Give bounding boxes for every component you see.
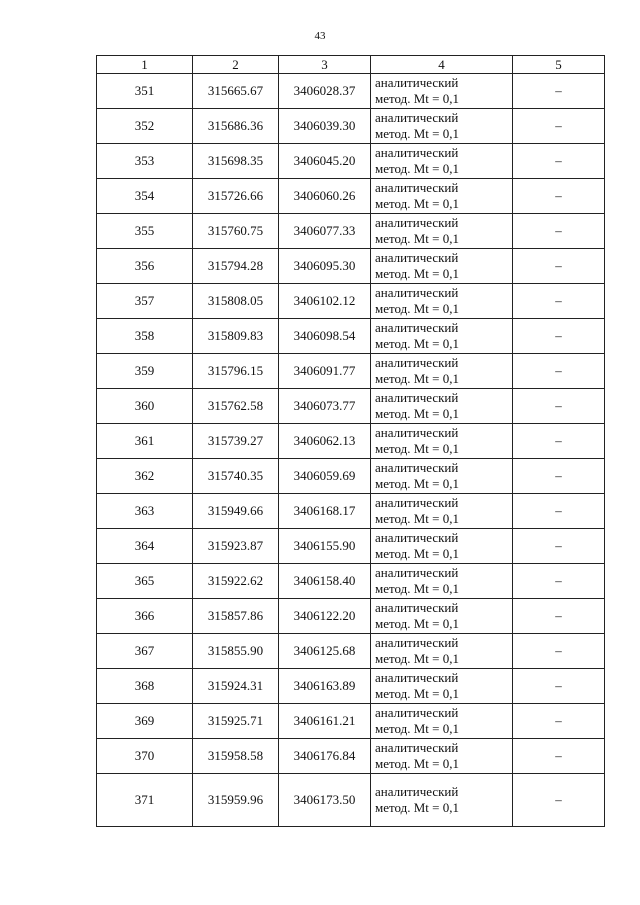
method-line-1: аналитический (375, 670, 459, 685)
point-number-cell: 371 (97, 774, 193, 827)
column-header: 1 (97, 56, 193, 74)
method-line-2: метод. Mt = 0,1 (375, 371, 459, 386)
method-cell (371, 599, 513, 634)
method-cell (371, 144, 513, 179)
method-line-2: метод. Mt = 0,1 (375, 126, 459, 141)
method-cell (371, 284, 513, 319)
method-line-2: метод. Mt = 0,1 (375, 406, 459, 421)
method-line-1: аналитический (375, 705, 459, 720)
method-cell (371, 214, 513, 249)
point-number-cell: 361 (97, 424, 193, 459)
y-coordinate-cell: 3406122.20 (279, 599, 371, 634)
x-coordinate-cell: 315665.67 (193, 74, 279, 109)
method-line-1: аналитический (375, 784, 459, 799)
method-line-2: метод. Mt = 0,1 (375, 91, 459, 106)
x-coordinate-cell: 315855.90 (193, 634, 279, 669)
description-cell: – (513, 774, 605, 827)
point-number-cell: 356 (97, 249, 193, 284)
description-cell: – (513, 284, 605, 319)
coordinates-table (96, 55, 605, 827)
point-number-cell: 366 (97, 599, 193, 634)
table-row (97, 669, 605, 704)
x-coordinate-cell: 315698.35 (193, 144, 279, 179)
method-line-1: аналитический (375, 635, 459, 650)
point-number-cell: 353 (97, 144, 193, 179)
table-row (97, 179, 605, 214)
method-line-1: аналитический (375, 565, 459, 580)
table-row (97, 144, 605, 179)
y-coordinate-cell: 3406163.89 (279, 669, 371, 704)
method-cell (371, 74, 513, 109)
description-cell: – (513, 144, 605, 179)
page-number: 43 (314, 30, 326, 42)
method-line-2: метод. Mt = 0,1 (375, 161, 459, 176)
column-header: 4 (371, 56, 513, 74)
table-row (97, 494, 605, 529)
x-coordinate-cell: 315857.86 (193, 599, 279, 634)
table-body (97, 74, 605, 827)
table-row (97, 529, 605, 564)
table-row (97, 214, 605, 249)
description-cell: – (513, 634, 605, 669)
y-coordinate-cell: 3406158.40 (279, 564, 371, 599)
column-header: 5 (513, 56, 605, 74)
method-cell (371, 319, 513, 354)
x-coordinate-cell: 315686.36 (193, 109, 279, 144)
method-line-1: аналитический (375, 460, 459, 475)
column-header: 2 (193, 56, 279, 74)
method-cell (371, 459, 513, 494)
description-cell: – (513, 669, 605, 704)
method-line-2: метод. Mt = 0,1 (375, 686, 459, 701)
table-row (97, 109, 605, 144)
y-coordinate-cell: 3406059.69 (279, 459, 371, 494)
y-coordinate-cell: 3406173.50 (279, 774, 371, 827)
description-cell: – (513, 249, 605, 284)
method-line-2: метод. Mt = 0,1 (375, 546, 459, 561)
point-number-cell: 352 (97, 109, 193, 144)
description-cell: – (513, 564, 605, 599)
y-coordinate-cell: 3406098.54 (279, 319, 371, 354)
table-row (97, 739, 605, 774)
method-line-1: аналитический (375, 250, 459, 265)
y-coordinate-cell: 3406062.13 (279, 424, 371, 459)
method-line-1: аналитический (375, 390, 459, 405)
y-coordinate-cell: 3406155.90 (279, 529, 371, 564)
description-cell: – (513, 704, 605, 739)
y-coordinate-cell: 3406091.77 (279, 354, 371, 389)
description-cell: – (513, 424, 605, 459)
method-cell (371, 739, 513, 774)
description-cell: – (513, 389, 605, 424)
y-coordinate-cell: 3406060.26 (279, 179, 371, 214)
method-line-1: аналитический (375, 285, 459, 300)
description-cell: – (513, 354, 605, 389)
point-number-cell: 364 (97, 529, 193, 564)
method-line-1: аналитический (375, 320, 459, 335)
table-row (97, 704, 605, 739)
point-number-cell: 354 (97, 179, 193, 214)
table-row (97, 74, 605, 109)
table-row (97, 424, 605, 459)
method-cell (371, 634, 513, 669)
method-line-1: аналитический (375, 425, 459, 440)
method-line-2: метод. Mt = 0,1 (375, 301, 459, 316)
point-number-cell: 365 (97, 564, 193, 599)
method-line-2: метод. Mt = 0,1 (375, 336, 459, 351)
description-cell: – (513, 529, 605, 564)
y-coordinate-cell: 3406168.17 (279, 494, 371, 529)
table-header-row (97, 56, 605, 74)
method-cell (371, 564, 513, 599)
x-coordinate-cell: 315958.58 (193, 739, 279, 774)
x-coordinate-cell: 315794.28 (193, 249, 279, 284)
description-cell: – (513, 459, 605, 494)
x-coordinate-cell: 315922.62 (193, 564, 279, 599)
method-cell (371, 669, 513, 704)
point-number-cell: 363 (97, 494, 193, 529)
point-number-cell: 355 (97, 214, 193, 249)
table-row (97, 354, 605, 389)
x-coordinate-cell: 315925.71 (193, 704, 279, 739)
description-cell: – (513, 214, 605, 249)
method-line-1: аналитический (375, 180, 459, 195)
x-coordinate-cell: 315808.05 (193, 284, 279, 319)
method-line-1: аналитический (375, 740, 459, 755)
method-line-2: метод. Mt = 0,1 (375, 511, 459, 526)
method-line-2: метод. Mt = 0,1 (375, 756, 459, 771)
point-number-cell: 359 (97, 354, 193, 389)
method-line-1: аналитический (375, 145, 459, 160)
description-cell: – (513, 74, 605, 109)
point-number-cell: 368 (97, 669, 193, 704)
point-number-cell: 369 (97, 704, 193, 739)
y-coordinate-cell: 3406176.84 (279, 739, 371, 774)
description-cell: – (513, 109, 605, 144)
x-coordinate-cell: 315739.27 (193, 424, 279, 459)
method-line-2: метод. Mt = 0,1 (375, 231, 459, 246)
method-cell (371, 494, 513, 529)
method-line-1: аналитический (375, 75, 459, 90)
x-coordinate-cell: 315740.35 (193, 459, 279, 494)
table-row (97, 459, 605, 494)
table-row (97, 564, 605, 599)
description-cell: – (513, 319, 605, 354)
y-coordinate-cell: 3406028.37 (279, 74, 371, 109)
point-number-cell: 360 (97, 389, 193, 424)
method-line-2: метод. Mt = 0,1 (375, 651, 459, 666)
x-coordinate-cell: 315924.31 (193, 669, 279, 704)
description-cell: – (513, 179, 605, 214)
method-cell (371, 354, 513, 389)
method-line-2: метод. Mt = 0,1 (375, 266, 459, 281)
method-cell (371, 774, 513, 827)
method-line-1: аналитический (375, 600, 459, 615)
y-coordinate-cell: 3406077.33 (279, 214, 371, 249)
method-line-1: аналитический (375, 355, 459, 370)
description-cell: – (513, 494, 605, 529)
method-cell (371, 389, 513, 424)
description-cell: – (513, 599, 605, 634)
y-coordinate-cell: 3406073.77 (279, 389, 371, 424)
method-line-2: метод. Mt = 0,1 (375, 581, 459, 596)
method-line-1: аналитический (375, 215, 459, 230)
table-row (97, 774, 605, 827)
x-coordinate-cell: 315760.75 (193, 214, 279, 249)
method-line-1: аналитический (375, 530, 459, 545)
table-row (97, 249, 605, 284)
x-coordinate-cell: 315796.15 (193, 354, 279, 389)
method-line-2: метод. Mt = 0,1 (375, 196, 459, 211)
x-coordinate-cell: 315923.87 (193, 529, 279, 564)
point-number-cell: 358 (97, 319, 193, 354)
method-cell (371, 179, 513, 214)
x-coordinate-cell: 315949.66 (193, 494, 279, 529)
y-coordinate-cell: 3406125.68 (279, 634, 371, 669)
method-line-2: метод. Mt = 0,1 (375, 441, 459, 456)
table-row (97, 389, 605, 424)
y-coordinate-cell: 3406095.30 (279, 249, 371, 284)
description-cell: – (513, 739, 605, 774)
point-number-cell: 367 (97, 634, 193, 669)
column-header: 3 (279, 56, 371, 74)
point-number-cell: 351 (97, 74, 193, 109)
point-number-cell: 362 (97, 459, 193, 494)
x-coordinate-cell: 315762.58 (193, 389, 279, 424)
method-line-2: метод. Mt = 0,1 (375, 476, 459, 491)
method-cell (371, 704, 513, 739)
table-row (97, 319, 605, 354)
x-coordinate-cell: 315726.66 (193, 179, 279, 214)
method-line-2: метод. Mt = 0,1 (375, 616, 459, 631)
method-line-2: метод. Mt = 0,1 (375, 721, 459, 736)
method-cell (371, 249, 513, 284)
y-coordinate-cell: 3406039.30 (279, 109, 371, 144)
method-cell (371, 529, 513, 564)
y-coordinate-cell: 3406161.21 (279, 704, 371, 739)
x-coordinate-cell: 315959.96 (193, 774, 279, 827)
point-number-cell: 357 (97, 284, 193, 319)
point-number-cell: 370 (97, 739, 193, 774)
table-row (97, 284, 605, 319)
method-cell (371, 109, 513, 144)
method-line-2: метод. Mt = 0,1 (375, 800, 459, 815)
y-coordinate-cell: 3406045.20 (279, 144, 371, 179)
method-line-1: аналитический (375, 495, 459, 510)
y-coordinate-cell: 3406102.12 (279, 284, 371, 319)
method-line-1: аналитический (375, 110, 459, 125)
method-cell (371, 424, 513, 459)
x-coordinate-cell: 315809.83 (193, 319, 279, 354)
table-row (97, 634, 605, 669)
table-row (97, 599, 605, 634)
